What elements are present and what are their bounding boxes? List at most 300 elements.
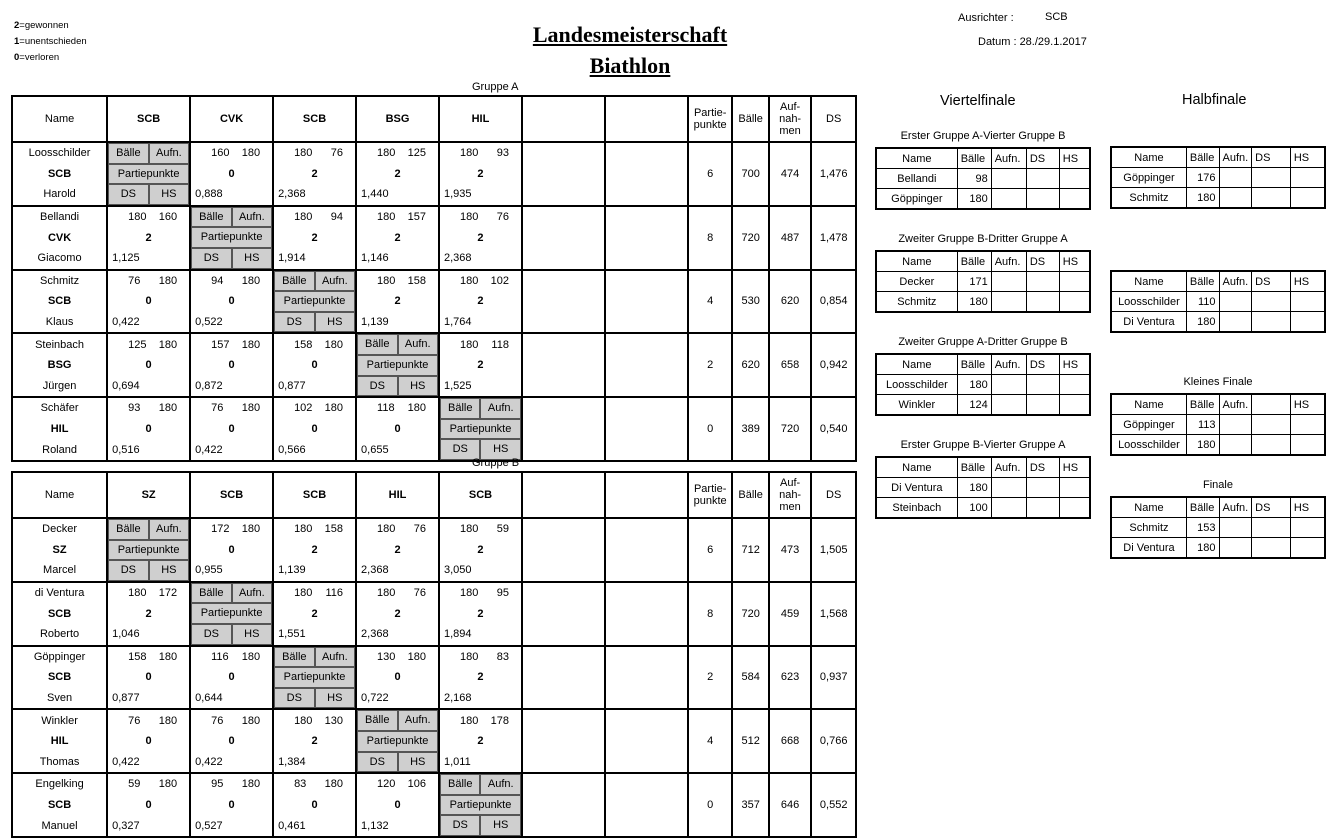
empty-cell — [605, 731, 688, 752]
empty-cell[interactable] — [1059, 498, 1090, 519]
balls-against: 180 — [407, 650, 426, 663]
header-team: SCB — [439, 472, 522, 518]
group-table-b — [11, 471, 857, 838]
table-caption: Zweiter Gruppe A-Dritter Gruppe B — [898, 336, 1068, 348]
empty-cell — [605, 518, 688, 540]
table-row — [1111, 435, 1325, 456]
header-team: SCB — [273, 472, 356, 518]
ball-scores — [191, 651, 272, 663]
empty-cell[interactable] — [1219, 312, 1252, 333]
empty-cell[interactable] — [1219, 518, 1252, 538]
ds-label: DS — [191, 624, 231, 645]
result-cell — [356, 355, 439, 376]
header-empty — [522, 472, 605, 518]
empty-cell[interactable] — [1252, 538, 1291, 559]
empty-cell[interactable] — [1059, 478, 1090, 498]
table-row — [1111, 538, 1325, 559]
empty-cell[interactable] — [1252, 435, 1291, 456]
partiepunkte-label: Partiepunkte — [191, 227, 272, 248]
result-cell — [190, 164, 273, 185]
empty-cell — [605, 582, 688, 604]
result-cell — [107, 355, 190, 376]
aufn-label: Aufn. — [480, 774, 520, 795]
total-baelle: 357 — [732, 773, 768, 837]
result-cell — [273, 646, 356, 668]
baelle-value: 171 — [957, 272, 991, 292]
result-cell — [273, 560, 356, 582]
total-partiepunkte: 8 — [688, 582, 733, 646]
balls-against: 180 — [158, 778, 178, 791]
result-cell — [356, 164, 439, 185]
empty-cell — [605, 376, 688, 398]
empty-cell[interactable] — [1219, 292, 1252, 312]
self-cell-box — [274, 271, 355, 292]
empty-cell[interactable] — [991, 169, 1026, 189]
match-ds: 0,516 — [112, 443, 140, 456]
player-surname: Schmitz — [12, 270, 107, 292]
self-cell-box — [108, 143, 189, 164]
empty-cell — [605, 312, 688, 334]
result-cell — [439, 206, 522, 228]
total-aufnahmen: 646 — [769, 773, 812, 837]
result-cell — [190, 752, 273, 774]
header-cell: Bälle — [1186, 271, 1219, 292]
result-cell — [439, 646, 522, 668]
result-cell — [273, 333, 356, 355]
empty-cell — [522, 646, 605, 668]
datum: Datum : 28./29.1.2017 — [978, 36, 1087, 48]
empty-cell — [605, 773, 688, 795]
result-cell — [356, 518, 439, 540]
player-club: HIL — [12, 731, 107, 752]
balls-for: 160 — [211, 147, 230, 160]
balls-for: 158 — [128, 650, 147, 663]
empty-cell[interactable] — [1252, 415, 1291, 435]
balls-against: 116 — [325, 587, 344, 600]
result-cell — [273, 355, 356, 376]
empty-cell[interactable] — [1059, 292, 1090, 313]
partiepunkte-label: Partiepunkte — [440, 795, 521, 816]
empty-cell[interactable] — [1290, 415, 1325, 435]
player-firstname: Roland — [12, 439, 107, 461]
balls-against: 157 — [407, 211, 426, 224]
empty-cell — [522, 184, 605, 206]
table-row — [876, 169, 1090, 189]
empty-cell — [605, 142, 688, 164]
self-cell-box — [357, 710, 438, 731]
empty-cell[interactable] — [1059, 375, 1090, 395]
empty-cell — [522, 248, 605, 270]
result-cell — [439, 518, 522, 540]
match-points: 2 — [477, 231, 484, 244]
balls-for: 180 — [460, 274, 479, 287]
match-ds: 1,914 — [278, 252, 306, 265]
total-aufnahmen: 620 — [769, 270, 812, 334]
table-row — [876, 189, 1090, 210]
table-caption: Kleines Finale — [1183, 376, 1253, 388]
empty-cell — [605, 291, 688, 312]
hs-label: HS — [149, 184, 189, 205]
baelle-value: 180 — [957, 292, 991, 313]
result-cell — [356, 709, 439, 731]
result-cell — [439, 688, 522, 710]
empty-cell[interactable] — [1252, 518, 1291, 538]
player-name: Loosschilder — [1111, 292, 1186, 312]
empty-cell[interactable] — [1219, 168, 1252, 188]
header-cell: HS — [1059, 148, 1090, 169]
table-row — [1111, 168, 1325, 188]
ball-scores — [440, 147, 521, 159]
balls-for: 180 — [377, 587, 396, 600]
player-club: CVK — [12, 227, 107, 248]
empty-cell[interactable] — [1252, 312, 1291, 333]
match-points: 2 — [311, 231, 318, 244]
player-name: Schmitz — [1111, 188, 1186, 209]
result-cell — [439, 270, 522, 292]
group-label: Gruppe A — [472, 81, 519, 93]
match-points: 2 — [311, 735, 318, 748]
ds-label: DS — [357, 376, 397, 397]
result-cell — [273, 709, 356, 731]
result-cell — [107, 164, 190, 185]
empty-cell — [522, 397, 605, 419]
balls-for: 180 — [294, 211, 313, 224]
balls-for: 180 — [128, 211, 147, 224]
empty-cell[interactable] — [1026, 375, 1059, 395]
player-name: Göppinger — [1111, 168, 1186, 188]
self-cell-box — [191, 624, 272, 645]
result-cell — [356, 206, 439, 228]
empty-cell[interactable] — [1026, 292, 1059, 313]
aufn-label: Aufn. — [315, 271, 355, 292]
result-cell — [439, 291, 522, 312]
baelle-value: 180 — [957, 375, 991, 395]
empty-cell — [605, 397, 688, 419]
empty-cell[interactable] — [991, 395, 1026, 416]
self-cell-box — [191, 603, 272, 624]
match-points: 0 — [228, 799, 235, 812]
match-points: 0 — [311, 799, 318, 812]
empty-cell[interactable] — [991, 498, 1026, 519]
header-cell: DS — [1026, 457, 1059, 478]
ball-scores — [108, 651, 189, 663]
balls-against: 93 — [496, 147, 509, 160]
player-name: Bellandi — [876, 169, 957, 189]
header-cell: HS — [1290, 497, 1325, 518]
total-partiepunkte: 4 — [688, 709, 733, 773]
player-club: BSG — [12, 355, 107, 376]
result-cell — [439, 355, 522, 376]
match-points: 2 — [477, 607, 484, 620]
empty-cell[interactable] — [1219, 188, 1252, 209]
empty-cell[interactable] — [991, 375, 1026, 395]
balls-for: 180 — [377, 523, 396, 536]
table-row — [876, 478, 1090, 498]
match-points: 2 — [394, 607, 401, 620]
legend-item: 2=gewonnen — [14, 20, 69, 31]
empty-cell[interactable] — [1059, 189, 1090, 210]
empty-cell — [522, 291, 605, 312]
balls-against: 118 — [491, 338, 509, 351]
empty-cell[interactable] — [1290, 518, 1325, 538]
player-name: Loosschilder — [1111, 435, 1186, 456]
player-firstname: Jürgen — [12, 376, 107, 398]
match-ds: 1,046 — [112, 628, 140, 641]
match-ds: 0,422 — [112, 316, 140, 329]
result-cell — [190, 184, 273, 206]
player-name: Schmitz — [1111, 518, 1186, 538]
self-cell-box — [274, 667, 355, 688]
empty-cell[interactable] — [1026, 395, 1059, 416]
empty-cell[interactable] — [1290, 538, 1325, 559]
self-cell-box — [440, 419, 521, 440]
ball-scores — [357, 651, 438, 663]
balls-against: 59 — [496, 523, 509, 536]
balls-for: 95 — [211, 778, 224, 791]
result-cell — [439, 248, 522, 270]
header-cell: Name — [876, 354, 957, 375]
result-cell — [190, 291, 273, 312]
ball-scores — [108, 211, 189, 223]
match-points: 2 — [477, 295, 484, 308]
match-ds: 3,050 — [444, 564, 472, 577]
hs-label: HS — [480, 439, 520, 460]
match-points: 0 — [311, 423, 318, 436]
result-cell — [107, 376, 190, 398]
halbfinale-title: Halbfinale — [1182, 92, 1247, 108]
empty-cell — [605, 795, 688, 816]
empty-cell[interactable] — [991, 189, 1026, 210]
empty-cell[interactable] — [1059, 169, 1090, 189]
ball-scores — [357, 211, 438, 223]
balls-against: 94 — [330, 211, 344, 224]
balls-for: 93 — [128, 402, 141, 415]
empty-cell[interactable] — [1219, 415, 1252, 435]
partiepunkte-label: Partiepunkte — [357, 731, 438, 752]
empty-cell[interactable] — [1252, 188, 1291, 209]
balls-against: 178 — [490, 714, 509, 727]
empty-cell[interactable] — [1219, 435, 1252, 456]
result-cell — [439, 333, 522, 355]
empty-cell[interactable] — [991, 292, 1026, 313]
empty-cell — [605, 624, 688, 646]
result-cell — [273, 667, 356, 688]
ball-scores — [191, 715, 272, 727]
result-cell — [356, 582, 439, 604]
baelle-value: 113 — [1186, 415, 1219, 435]
empty-cell — [605, 646, 688, 668]
baelle-value: 153 — [1186, 518, 1219, 538]
empty-cell[interactable] — [1290, 188, 1325, 209]
match-ds: 2,368 — [361, 564, 389, 577]
balls-against: 76 — [413, 587, 426, 600]
match-ds: 1,132 — [361, 819, 389, 832]
total-aufnahmen: 623 — [769, 646, 812, 710]
total-partiepunkte: 2 — [688, 646, 733, 710]
page-subtitle: Biathlon — [589, 53, 671, 78]
match-ds: 2,368 — [444, 252, 472, 265]
ball-scores — [191, 275, 272, 287]
balls-against: 180 — [158, 714, 178, 727]
empty-cell[interactable] — [1290, 435, 1325, 456]
page-title: Landesmeisterschaft — [532, 22, 728, 47]
total-baelle: 720 — [732, 582, 768, 646]
table-row — [876, 395, 1090, 416]
empty-cell[interactable] — [1252, 168, 1291, 188]
empty-cell[interactable] — [1026, 498, 1059, 519]
table-row — [876, 292, 1090, 313]
empty-cell[interactable] — [1059, 272, 1090, 292]
match-ds: 2,368 — [278, 188, 306, 201]
header-team: CVK — [190, 96, 273, 142]
result-cell — [439, 142, 522, 164]
balls-against: 180 — [158, 338, 178, 351]
player-surname: Decker — [12, 518, 107, 540]
match-ds: 1,440 — [361, 188, 389, 201]
match-ds: 2,168 — [444, 692, 472, 705]
header-cell: Aufn. — [991, 148, 1026, 169]
match-ds: 1,011 — [444, 755, 471, 768]
result-cell — [190, 709, 273, 731]
result-cell — [107, 582, 190, 604]
balls-for: 120 — [377, 778, 396, 791]
match-points: 2 — [477, 543, 484, 556]
empty-cell — [522, 795, 605, 816]
result-cell — [190, 646, 273, 668]
result-cell — [439, 540, 522, 561]
result-cell — [107, 142, 190, 164]
result-cell — [190, 419, 273, 440]
header-team: SCB — [273, 96, 356, 142]
baelle-label: Bälle — [274, 271, 314, 292]
result-cell — [439, 164, 522, 185]
match-ds: 1,764 — [444, 316, 472, 329]
balls-for: 180 — [294, 714, 313, 727]
empty-cell[interactable] — [1059, 395, 1090, 416]
header-cell: Bälle — [957, 354, 991, 375]
total-ds: 0,540 — [811, 397, 856, 461]
empty-cell[interactable] — [991, 478, 1026, 498]
empty-cell[interactable] — [1290, 168, 1325, 188]
header-empty — [605, 96, 688, 142]
empty-cell — [522, 164, 605, 185]
balls-for: 59 — [128, 778, 141, 791]
ball-scores — [108, 339, 189, 351]
match-points: 2 — [145, 607, 152, 620]
empty-cell[interactable] — [1026, 478, 1059, 498]
result-cell — [356, 795, 439, 816]
empty-cell[interactable] — [1026, 169, 1059, 189]
result-cell — [356, 397, 439, 419]
empty-cell[interactable] — [991, 272, 1026, 292]
result-cell — [107, 752, 190, 774]
result-cell — [273, 688, 356, 710]
balls-against: 180 — [241, 714, 261, 727]
ball-scores — [274, 211, 355, 223]
empty-cell — [522, 270, 605, 292]
result-cell — [273, 227, 356, 248]
baelle-label: Bälle — [440, 398, 480, 419]
total-ds: 1,476 — [811, 142, 856, 206]
match-points: 0 — [228, 735, 235, 748]
ball-scores — [274, 715, 355, 727]
match-points: 2 — [311, 607, 318, 620]
total-ds: 1,505 — [811, 518, 856, 582]
total-baelle: 389 — [732, 397, 768, 461]
total-ds: 0,552 — [811, 773, 856, 837]
match-points: 2 — [394, 543, 401, 556]
total-partiepunkte: 4 — [688, 270, 733, 334]
balls-for: 180 — [377, 274, 396, 287]
result-cell — [273, 439, 356, 461]
ball-scores — [108, 587, 189, 599]
empty-cell — [522, 624, 605, 646]
match-ds: 0,655 — [361, 443, 389, 456]
result-cell — [273, 540, 356, 561]
header-cell — [1252, 394, 1291, 415]
self-cell-box — [357, 355, 438, 376]
self-cell-box — [108, 540, 189, 561]
ds-label: DS — [108, 560, 148, 581]
match-points: 2 — [145, 231, 152, 244]
balls-against: 180 — [241, 274, 261, 287]
result-cell — [356, 560, 439, 582]
match-ds: 0,694 — [112, 379, 140, 392]
balls-against: 76 — [330, 147, 344, 160]
hs-label: HS — [232, 248, 272, 269]
player-surname: Schäfer — [12, 397, 107, 419]
ds-label: DS — [108, 184, 148, 205]
balls-against: 180 — [241, 402, 261, 415]
ball-scores — [191, 339, 272, 351]
result-cell — [273, 376, 356, 398]
empty-cell — [605, 709, 688, 731]
match-points: 0 — [228, 543, 235, 556]
header-cell: Name — [1111, 271, 1186, 292]
balls-against: 180 — [241, 778, 261, 791]
header-aufnahmen: Auf- nah- men — [769, 472, 812, 518]
player-name: Winkler — [876, 395, 957, 416]
viertelfinale-table — [875, 147, 1091, 210]
empty-cell[interactable] — [1026, 189, 1059, 210]
empty-cell[interactable] — [1252, 292, 1291, 312]
balls-for: 180 — [377, 211, 396, 224]
result-cell — [107, 397, 190, 419]
balls-for: 180 — [460, 523, 479, 536]
match-ds: 0,888 — [195, 188, 223, 201]
empty-cell[interactable] — [1026, 272, 1059, 292]
empty-cell[interactable] — [1219, 538, 1252, 559]
player-name: Di Ventura — [876, 478, 957, 498]
result-cell — [107, 333, 190, 355]
match-ds: 0,422 — [195, 443, 223, 456]
ball-scores — [357, 523, 438, 535]
balls-for: 180 — [460, 147, 479, 160]
match-points: 2 — [394, 167, 401, 180]
empty-cell — [522, 355, 605, 376]
empty-cell[interactable] — [1290, 292, 1325, 312]
result-cell — [439, 227, 522, 248]
player-surname: Loosschilder — [12, 142, 107, 164]
hs-label: HS — [232, 624, 272, 645]
total-baelle: 620 — [732, 333, 768, 397]
balls-for: 180 — [460, 650, 479, 663]
baelle-value: 176 — [1186, 168, 1219, 188]
ball-scores — [357, 587, 438, 599]
header-name: Name — [12, 472, 107, 518]
match-points: 0 — [145, 423, 152, 436]
empty-cell[interactable] — [1290, 312, 1325, 333]
